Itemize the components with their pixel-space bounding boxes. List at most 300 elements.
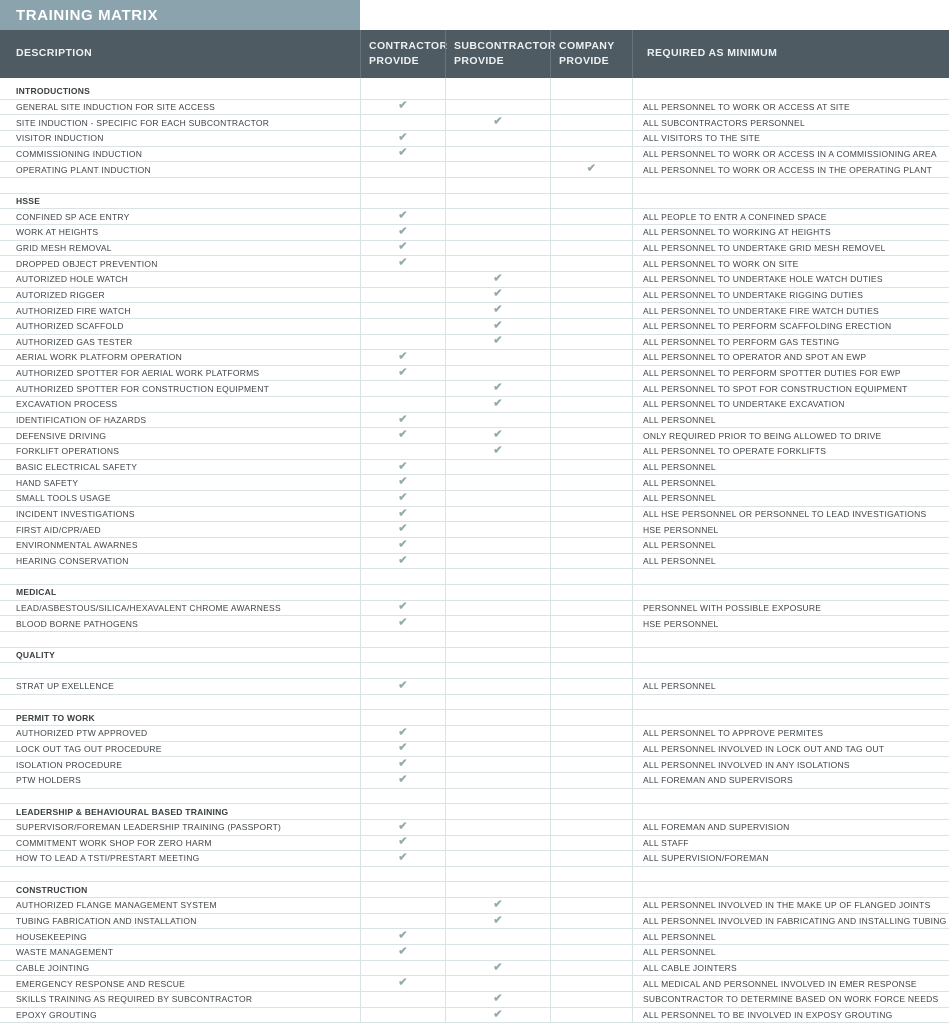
required-text: ALL PERSONNEL [643,681,716,692]
description-text: BASIC ELECTRICAL SAFETY [16,462,138,473]
description-text: PTW HOLDERS [16,775,82,786]
required-text: ALL PERSONNEL TO WORK OR ACCESS AT SITE [643,101,850,112]
description-text: INCIDENT INVESTIGATIONS [16,509,135,520]
table-row [0,726,949,742]
description-cell [0,115,360,130]
description-cell [0,288,360,303]
required-as-minimum-cell [632,882,949,897]
contractor-provide-cell [360,241,445,256]
description-cell [0,335,360,350]
contractor-provide-cell [360,147,445,162]
description-cell [0,836,360,851]
required-text: ALL PERSONNEL INVOLVED IN ANY ISOLATIONS [643,759,850,770]
description-cell [0,178,360,193]
required-as-minimum-cell [632,100,949,115]
table-row [0,303,949,319]
description-text: STRAT UP EXELLENCE [16,681,115,692]
required-text: ALL PERSONNEL TO UNDERTAKE RIGGING DUTIES [643,289,864,300]
table-row [0,898,949,914]
required-as-minimum-cell [632,569,949,584]
section-header-row [0,804,949,820]
table-row [0,1008,949,1024]
description-text: GRID MESH REMOVAL [16,242,112,253]
check-icon: ✔ [493,428,503,441]
required-as-minimum-cell [632,648,949,663]
required-as-minimum-cell [632,898,949,913]
description-cell [0,663,360,678]
table-row [0,335,949,351]
company-provide-cell [550,178,632,193]
contractor-provide-cell [360,178,445,193]
description-text: CONFINED SP ACE ENTRY [16,211,130,222]
contractor-provide-cell [360,648,445,663]
check-icon: ✔ [493,334,503,347]
blank-row [0,867,949,883]
required-as-minimum-cell [632,397,949,412]
company-provide-cell [550,820,632,835]
table-row [0,929,949,945]
check-icon: ✔ [398,131,408,144]
table-row [0,131,949,147]
table-row [0,444,949,460]
check-icon: ✔ [398,507,408,520]
table-row [0,851,949,867]
subcontractor-provide-cell [445,397,550,412]
check-icon: ✔ [398,741,408,754]
table-row [0,757,949,773]
company-provide-cell [550,789,632,804]
description-cell [0,162,360,177]
required-as-minimum-cell [632,616,949,631]
required-as-minimum-cell [632,428,949,443]
description-cell [0,241,360,256]
subcontractor-provide-cell [445,366,550,381]
required-text: ALL PERSONNEL [643,556,716,567]
table-row [0,413,949,429]
description-cell [0,444,360,459]
description-text: AUTHORIZED SPOTTER FOR AERIAL WORK PLATFORMS [16,368,260,379]
description-cell [0,272,360,287]
check-icon: ✔ [398,209,408,222]
description-cell [0,460,360,475]
required-text: ALL PERSONNEL TO WORK ON SITE [643,258,799,269]
description-cell [0,695,360,710]
description-cell [0,84,360,99]
table-row [0,836,949,852]
section-header-row [0,648,949,664]
contractor-provide-cell [360,867,445,882]
required-text: ALL FOREMAN AND SUPERVISORS [643,775,793,786]
company-provide-cell [550,335,632,350]
company-provide-cell [550,428,632,443]
table-row [0,773,949,789]
company-provide-cell [550,757,632,772]
contractor-provide-cell [360,538,445,553]
blank-row [0,695,949,711]
check-icon: ✔ [493,1008,503,1021]
required-text: HSE PERSONNEL [643,524,719,535]
description-text: SKILLS TRAINING AS REQUIRED BY SUBCONTRACTOR [16,994,253,1005]
contractor-provide-cell [360,256,445,271]
description-text: AUTHORIZED SPOTTER FOR CONSTRUCTION EQUIPMENT [16,383,270,394]
subcontractor-provide-cell [445,585,550,600]
contractor-provide-cell [360,992,445,1007]
description-cell [0,945,360,960]
section-header-row [0,194,949,210]
blank-row [0,632,949,648]
description-cell [0,319,360,334]
table-row [0,350,949,366]
required-text: ALL PERSONNEL INVOLVED IN THE MAKE UP OF FLANGED JOINTS [643,900,931,911]
required-as-minimum-cell [632,131,949,146]
description-cell [0,413,360,428]
check-icon: ✔ [398,460,408,473]
description-text: HEARING CONSERVATION [16,556,129,567]
page-title: TRAINING MATRIX [16,6,159,24]
table-row [0,241,949,257]
subcontractor-provide-cell [445,303,550,318]
description-cell [0,976,360,991]
subcontractor-provide-cell [445,616,550,631]
contractor-provide-cell [360,507,445,522]
required-as-minimum-cell [632,522,949,537]
subcontractor-provide-cell [445,241,550,256]
contractor-provide-cell [360,569,445,584]
required-text: HSE PERSONNEL [643,618,719,629]
description-text: BLOOD BORNE PATHOGENS [16,618,139,629]
required-as-minimum-cell [632,288,949,303]
check-icon: ✔ [493,287,503,300]
required-as-minimum-cell [632,836,949,851]
subcontractor-provide-cell [445,350,550,365]
subcontractor-provide-cell [445,162,550,177]
description-text: AUTORIZED RIGGER [16,289,105,300]
contractor-provide-cell [360,961,445,976]
check-icon: ✔ [398,820,408,833]
company-provide-cell [550,976,632,991]
description-text: LEAD/ASBESTOUS/SILICA/HEXAVALENT CHROME AWARNESS [16,602,281,613]
required-text: ALL PERSONNEL TO UNDERTAKE GRID MESH REMOVEL [643,242,886,253]
description-text: EPOXY GROUTING [16,1010,97,1021]
description-text: HOUSEKEEPING [16,931,88,942]
description-cell [0,616,360,631]
company-provide-cell [550,1008,632,1023]
description-cell [0,381,360,396]
check-icon: ✔ [493,992,503,1005]
check-icon: ✔ [398,491,408,504]
company-provide-cell [550,945,632,960]
company-provide-cell [550,992,632,1007]
required-as-minimum-cell [632,162,949,177]
description-text: AUTHORIZED PTW APPROVED [16,728,148,739]
contractor-provide-cell [360,209,445,224]
subcontractor-provide-cell [445,601,550,616]
subcontractor-provide-cell [445,115,550,130]
company-provide-cell [550,882,632,897]
company-provide-cell [550,225,632,240]
required-as-minimum-cell [632,961,949,976]
required-as-minimum-cell [632,632,949,647]
description-cell [0,742,360,757]
required-as-minimum-cell [632,381,949,396]
required-as-minimum-cell [632,147,949,162]
description-text: ENVIRONMENTAL AWARNES [16,540,138,551]
table-row [0,428,949,444]
required-text: ALL PERSONNEL TO UNDERTAKE FIRE WATCH DUTIES [643,305,879,316]
check-icon: ✔ [493,272,503,285]
description-cell [0,851,360,866]
company-provide-cell [550,319,632,334]
contractor-provide-cell [360,303,445,318]
required-as-minimum-cell [632,178,949,193]
description-text: SITE INDUCTION - SPECIFIC FOR EACH SUBCONTRACTOR [16,117,270,128]
blank-row [0,569,949,585]
required-text: ALL PERSONNEL [643,477,716,488]
table-row [0,475,949,491]
contractor-provide-cell [360,632,445,647]
required-as-minimum-cell [632,241,949,256]
subcontractor-provide-cell [445,460,550,475]
section-header-row [0,84,949,100]
required-text: ALL PERSONNEL TO PERFORM SCAFFOLDING ERECTION [643,321,892,332]
contractor-provide-cell [360,820,445,835]
company-provide-cell [550,288,632,303]
required-as-minimum-cell [632,804,949,819]
description-text: SUPERVISOR/FOREMAN LEADERSHIP TRAINING (PASSPORT) [16,822,282,833]
table-row [0,679,949,695]
required-as-minimum-cell [632,992,949,1007]
subcontractor-provide-cell [445,914,550,929]
required-as-minimum-cell [632,757,949,772]
column-header-contractor-provide: CONTRACTOR PROVIDE [360,30,445,78]
required-as-minimum-cell [632,554,949,569]
subcontractor-provide-cell [445,929,550,944]
description-cell [0,303,360,318]
contractor-provide-cell [360,335,445,350]
table-row [0,366,949,382]
company-provide-cell [550,663,632,678]
description-cell [0,789,360,804]
required-text: ALL CABLE JOINTERS [643,963,737,974]
contractor-provide-cell [360,366,445,381]
description-text: ISOLATION PROCEDURE [16,759,123,770]
blank-row [0,178,949,194]
required-as-minimum-cell [632,209,949,224]
table-row [0,491,949,507]
required-text: ALL PERSONNEL TO APPROVE PERMITES [643,728,824,739]
company-provide-cell [550,272,632,287]
description-text: COMMISSIONING INDUCTION [16,148,143,159]
subcontractor-provide-cell [445,742,550,757]
contractor-provide-cell [360,428,445,443]
subcontractor-provide-cell [445,475,550,490]
subcontractor-provide-cell [445,773,550,788]
description-cell [0,710,360,725]
description-text: GENERAL SITE INDUCTION FOR SITE ACCESS [16,101,216,112]
required-text: ALL PEOPLE TO ENTR A CONFINED SPACE [643,211,827,222]
subcontractor-provide-cell [445,413,550,428]
description-cell [0,726,360,741]
contractor-provide-cell [360,851,445,866]
description-cell [0,804,360,819]
company-provide-cell [550,898,632,913]
required-as-minimum-cell [632,413,949,428]
description-text: CABLE JOINTING [16,963,90,974]
check-icon: ✔ [493,381,503,394]
table-row [0,147,949,163]
company-provide-cell [550,726,632,741]
description-cell [0,538,360,553]
company-provide-cell [550,648,632,663]
required-as-minimum-cell [632,303,949,318]
contractor-provide-cell [360,460,445,475]
check-icon: ✔ [398,350,408,363]
required-text: ALL PERSONNEL [643,540,716,551]
description-cell [0,632,360,647]
required-text: ALL PERSONNEL [643,931,716,942]
description-text: TUBING FABRICATION AND INSTALLATION [16,916,197,927]
contractor-provide-cell [360,491,445,506]
description-cell [0,147,360,162]
required-as-minimum-cell [632,945,949,960]
subcontractor-provide-cell [445,710,550,725]
subcontractor-provide-cell [445,554,550,569]
subcontractor-provide-cell [445,335,550,350]
description-text: SMALL TOOLS USAGE [16,493,111,504]
description-cell [0,350,360,365]
company-provide-cell [550,773,632,788]
required-as-minimum-cell [632,507,949,522]
required-as-minimum-cell [632,789,949,804]
subcontractor-provide-cell [445,444,550,459]
description-cell [0,898,360,913]
required-text: SUBCONTRACTOR TO DETERMINE BASED ON WORK FORCE NEEDS [643,994,939,1005]
required-as-minimum-cell [632,256,949,271]
subcontractor-provide-cell [445,789,550,804]
required-as-minimum-cell [632,460,949,475]
contractor-provide-cell [360,319,445,334]
table-row [0,522,949,538]
company-provide-cell [550,241,632,256]
description-cell [0,569,360,584]
description-cell [0,256,360,271]
column-header-subcontractor-provide: SUBCONTRACTOR PROVIDE [445,30,550,78]
table-row [0,319,949,335]
table-body [0,84,949,1023]
description-cell [0,397,360,412]
contractor-provide-cell [360,789,445,804]
check-icon: ✔ [398,600,408,613]
subcontractor-provide-cell [445,679,550,694]
company-provide-cell [550,162,632,177]
required-text: ALL FOREMAN AND SUPERVISION [643,822,790,833]
company-provide-cell [550,256,632,271]
contractor-provide-cell [360,288,445,303]
subcontractor-provide-cell [445,178,550,193]
table-row [0,288,949,304]
required-as-minimum-cell [632,976,949,991]
required-as-minimum-cell [632,742,949,757]
section-header-row [0,882,949,898]
contractor-provide-cell [360,945,445,960]
description-text: OPERATING PLANT INDUCTION [16,164,151,175]
company-provide-cell [550,851,632,866]
contractor-provide-cell [360,444,445,459]
section-header-row [0,585,949,601]
required-text: PERSONNEL WITH POSSIBLE EXPOSURE [643,602,822,613]
description-cell [0,428,360,443]
contractor-provide-cell [360,522,445,537]
subcontractor-provide-cell [445,726,550,741]
required-text: ALL SUPERVISION/FOREMAN [643,853,769,864]
subcontractor-provide-cell [445,992,550,1007]
description-text: WORK AT HEIGHTS [16,227,99,238]
subcontractor-provide-cell [445,288,550,303]
company-provide-cell [550,585,632,600]
contractor-provide-cell [360,616,445,631]
check-icon: ✔ [493,303,503,316]
description-text: IDENTIFICATION OF HAZARDS [16,415,147,426]
check-icon: ✔ [398,773,408,786]
required-text: ALL PERSONNEL [643,415,716,426]
check-icon: ✔ [493,914,503,927]
description-cell [0,225,360,240]
contractor-provide-cell [360,695,445,710]
subcontractor-provide-cell [445,648,550,663]
required-text: ALL PERSONNEL TO PERFORM SPOTTER DUTIES FOR EWP [643,368,901,379]
blank-row [0,789,949,805]
description-cell [0,507,360,522]
description-cell [0,491,360,506]
required-as-minimum-cell [632,491,949,506]
required-as-minimum-cell [632,475,949,490]
company-provide-cell [550,303,632,318]
description-cell [0,679,360,694]
company-provide-cell [550,914,632,929]
contractor-provide-cell [360,929,445,944]
title-bar [0,0,360,30]
table-row [0,256,949,272]
required-as-minimum-cell [632,585,949,600]
company-provide-cell [550,413,632,428]
company-provide-cell [550,601,632,616]
subcontractor-provide-cell [445,961,550,976]
company-provide-cell [550,961,632,976]
company-provide-cell [550,507,632,522]
description-text: QUALITY [16,649,56,660]
required-text: ALL PERSONNEL TO SPOT FOR CONSTRUCTION EQUIPMENT [643,383,908,394]
description-text: COMMITMENT WORK SHOP FOR ZERO HARM [16,837,212,848]
column-header-description: DESCRIPTION [16,47,93,60]
contractor-provide-cell [360,976,445,991]
company-provide-cell [550,695,632,710]
company-provide-cell [550,460,632,475]
company-provide-cell [550,804,632,819]
required-as-minimum-cell [632,710,949,725]
required-as-minimum-cell [632,538,949,553]
check-icon: ✔ [398,929,408,942]
check-icon: ✔ [493,898,503,911]
company-provide-cell [550,616,632,631]
check-icon: ✔ [493,961,503,974]
description-text: AUTHORIZED FIRE WATCH [16,305,131,316]
subcontractor-provide-cell [445,882,550,897]
description-cell [0,867,360,882]
contractor-provide-cell [360,679,445,694]
company-provide-cell [550,131,632,146]
table-row [0,460,949,476]
contractor-provide-cell [360,381,445,396]
